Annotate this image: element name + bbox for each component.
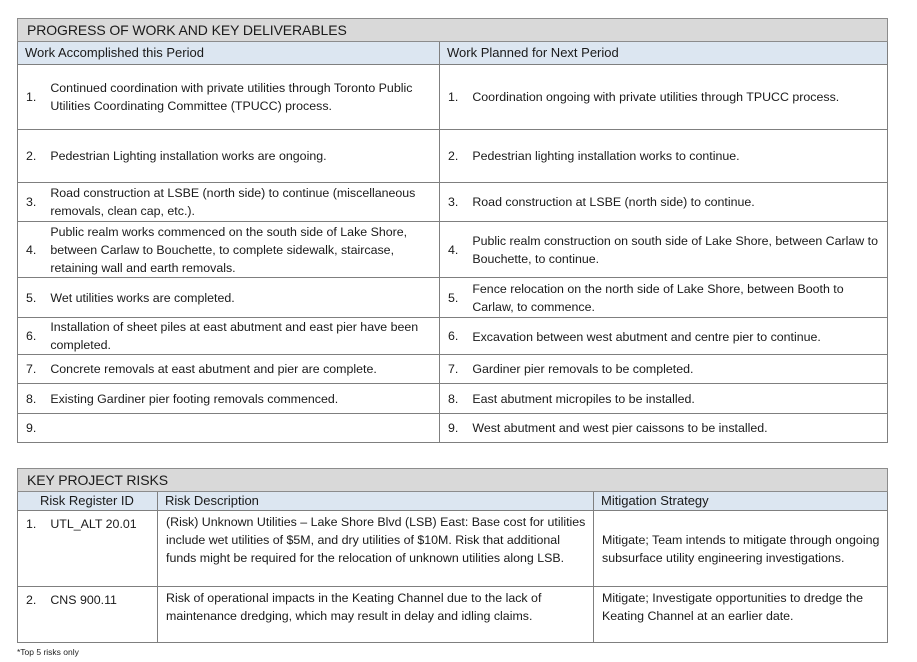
planned-text: Gardiner pier removals to be completed. — [472, 362, 694, 376]
table-row — [18, 587, 888, 643]
row-number: 5. — [26, 290, 37, 305]
progress-table — [17, 18, 888, 443]
planned-text: Public realm construction on south side of Lake Shore, between Carlaw to Bouchette, to continue. — [472, 233, 879, 266]
row-number: 3. — [26, 195, 37, 209]
mitigation-text: Mitigate; Investigate opportunities to dredge the Keating Channel at an earlier date. — [594, 587, 888, 643]
planned-text: Pedestrian lighting installation works to continue. — [472, 149, 740, 163]
row-number: 2. — [26, 593, 37, 607]
table-row — [18, 222, 888, 278]
planned-text: Road construction at LSBE (north side) to continue. — [472, 195, 755, 209]
row-number: 4. — [448, 242, 459, 257]
row-number: 9. — [448, 421, 459, 435]
row-number: 3. — [448, 195, 459, 209]
accomplished-text: Existing Gardiner pier footing removals commenced. — [50, 391, 339, 406]
risks-title: KEY PROJECT RISKS — [18, 469, 888, 492]
col-risk-description-header: Risk Description — [158, 492, 594, 511]
row-number: 7. — [448, 362, 459, 376]
table-row — [18, 183, 888, 222]
table-row — [18, 65, 888, 130]
row-number: 8. — [26, 391, 37, 406]
planned-text: West abutment and west pier caissons to be installed. — [472, 421, 768, 435]
table-row — [18, 318, 888, 355]
col-risk-id-header: Risk Register ID — [18, 492, 158, 511]
progress-title: PROGRESS OF WORK AND KEY DELIVERABLES — [18, 19, 888, 42]
accomplished-text: Wet utilities works are completed. — [50, 290, 235, 305]
row-number: 1. — [26, 517, 37, 531]
risk-description: Risk of operational impacts in the Keating Channel due to the lack of maintenance dredging, which may result in delay and idling claims. — [158, 587, 594, 643]
col-planned-header: Work Planned for Next Period — [440, 42, 888, 65]
planned-text: East abutment micropiles to be installed. — [472, 391, 695, 406]
row-number: 1. — [448, 90, 459, 104]
accomplished-text: Road construction at LSBE (north side) to continue (miscellaneous removals, clean cap, etc.). — [50, 186, 416, 218]
row-number: 1. — [26, 90, 37, 104]
row-number: 5. — [448, 290, 459, 305]
accomplished-text: Continued coordination with private utilities through Toronto Public Utilities Coordinating Committee (TPUCC) process. — [50, 81, 413, 113]
row-number: 6. — [26, 329, 37, 343]
footnote: *Top 5 risks only — [17, 647, 79, 657]
row-number: 2. — [448, 149, 459, 163]
risk-id: CNS 900.11 — [50, 593, 117, 607]
table-row — [18, 355, 888, 384]
row-number: 7. — [26, 362, 37, 376]
row-number: 2. — [26, 149, 37, 163]
col-mitigation-header: Mitigation Strategy — [594, 492, 888, 511]
accomplished-text: Pedestrian Lighting installation works are ongoing. — [50, 149, 327, 163]
planned-text: Coordination ongoing with private utilities through TPUCC process. — [472, 90, 840, 104]
risk-id: UTL_ALT 20.01 — [50, 517, 137, 531]
risk-description: (Risk) Unknown Utilities – Lake Shore Blvd (LSB) East: Base cost for utilities include wet utilities of $5M, and dry utilities of $10M. Risk that additional funds might be required for the relocation of unknown utilities along LSB. — [158, 511, 594, 587]
accomplished-text: Installation of sheet piles at east abutment and east pier have been completed. — [50, 320, 419, 352]
row-number: 8. — [448, 391, 459, 406]
row-number: 9. — [26, 421, 37, 435]
table-row — [18, 130, 888, 183]
table-row — [18, 414, 888, 443]
table-row — [18, 384, 888, 414]
accomplished-text: Public realm works commenced on the south side of Lake Shore, between Carlaw to Bouchette, to complete sidewalk, staircase, retaining wall and earth removals. — [50, 224, 408, 275]
mitigation-text: Mitigate; Team intends to mitigate through ongoing subsurface utility engineering investigations. — [594, 511, 888, 587]
accomplished-text: Concrete removals at east abutment and pier are complete. — [50, 362, 377, 376]
planned-text: Fence relocation on the north side of Lake Shore, between Booth to Carlaw, to commence. — [472, 281, 844, 314]
row-number: 4. — [26, 242, 37, 257]
col-accomplished-header: Work Accomplished this Period — [18, 42, 440, 65]
planned-text: Excavation between west abutment and centre pier to continue. — [472, 329, 821, 344]
row-number: 6. — [448, 329, 459, 343]
risks-table — [17, 468, 888, 643]
table-row — [18, 511, 888, 587]
table-row — [18, 278, 888, 318]
